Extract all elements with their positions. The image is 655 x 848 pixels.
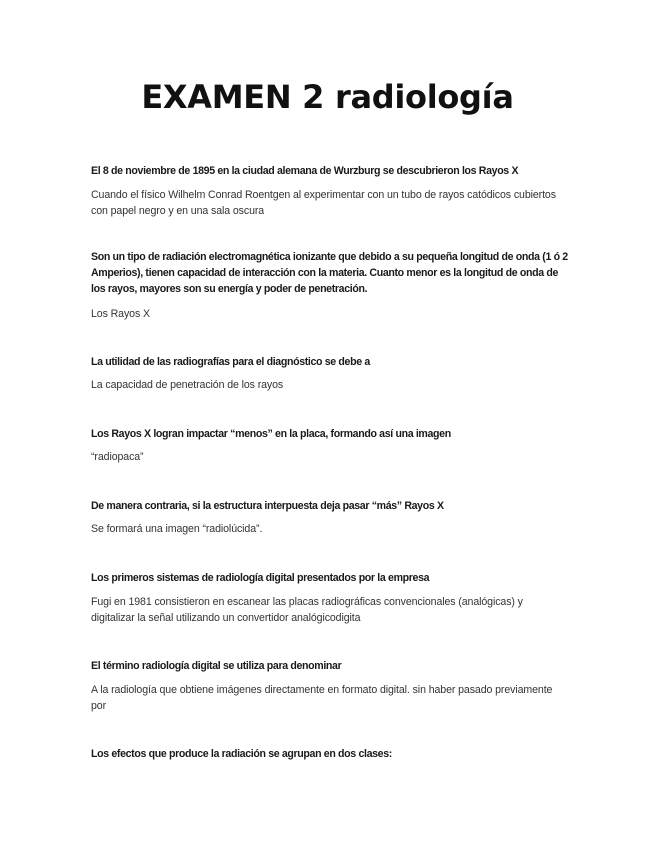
question-8: Los efectos que produce la radiación se agrupan en dos clases: [91,748,392,760]
answer-5: Se formará una imagen “radiolúcida”. [91,523,263,535]
answer-1: Cuando el físico Wilhelm Conrad Roentgen al experimentar con un tubo de rayos catódicos cubiertos con papel negro y en una sala oscura [91,189,556,217]
question-2: Son un tipo de radiación electromagnética ionizante que debido a su pequeña longitud de onda (1 ó 2 Amperios), tienen capacidad de interacción con la materia. Cuanto menor es la longitud de onda de los rayos, mayores son su energía y poder de penetración. [91,251,568,295]
question-3: La utilidad de las radiografías para el diagnóstico se debe a [91,356,370,368]
answer-7: A la radiología que obtiene imágenes directamente en formato digital. sin haber pasado previamente por [91,684,553,712]
question-6: Los primeros sistemas de radiología digital presentados por la empresa [91,572,430,584]
answer-4: “radiopaca” [91,451,144,463]
answer-6: Fugi en 1981 consistieron en escanear las placas radiográficas convencionales (analógicas) y digitalizar la señal utilizando un convertidor analógicodigita [91,596,523,624]
question-5: De manera contraria, si la estructura interpuesta deja pasar “más” Rayos X [91,500,444,512]
answer-2: Los Rayos X [91,308,150,320]
answer-3: La capacidad de penetración de los rayos [91,379,284,391]
question-7: El término radiología digital se utiliza para denominar [91,660,342,672]
question-4: Los Rayos X logran impactar “menos” en la placa, formando así una imagen [91,428,451,440]
question-1: El 8 de noviembre de 1895 en la ciudad alemana de Wurzburg se descubrieron los Rayos X [91,165,519,177]
page-title: EXAMEN 2 radiología [141,78,514,116]
